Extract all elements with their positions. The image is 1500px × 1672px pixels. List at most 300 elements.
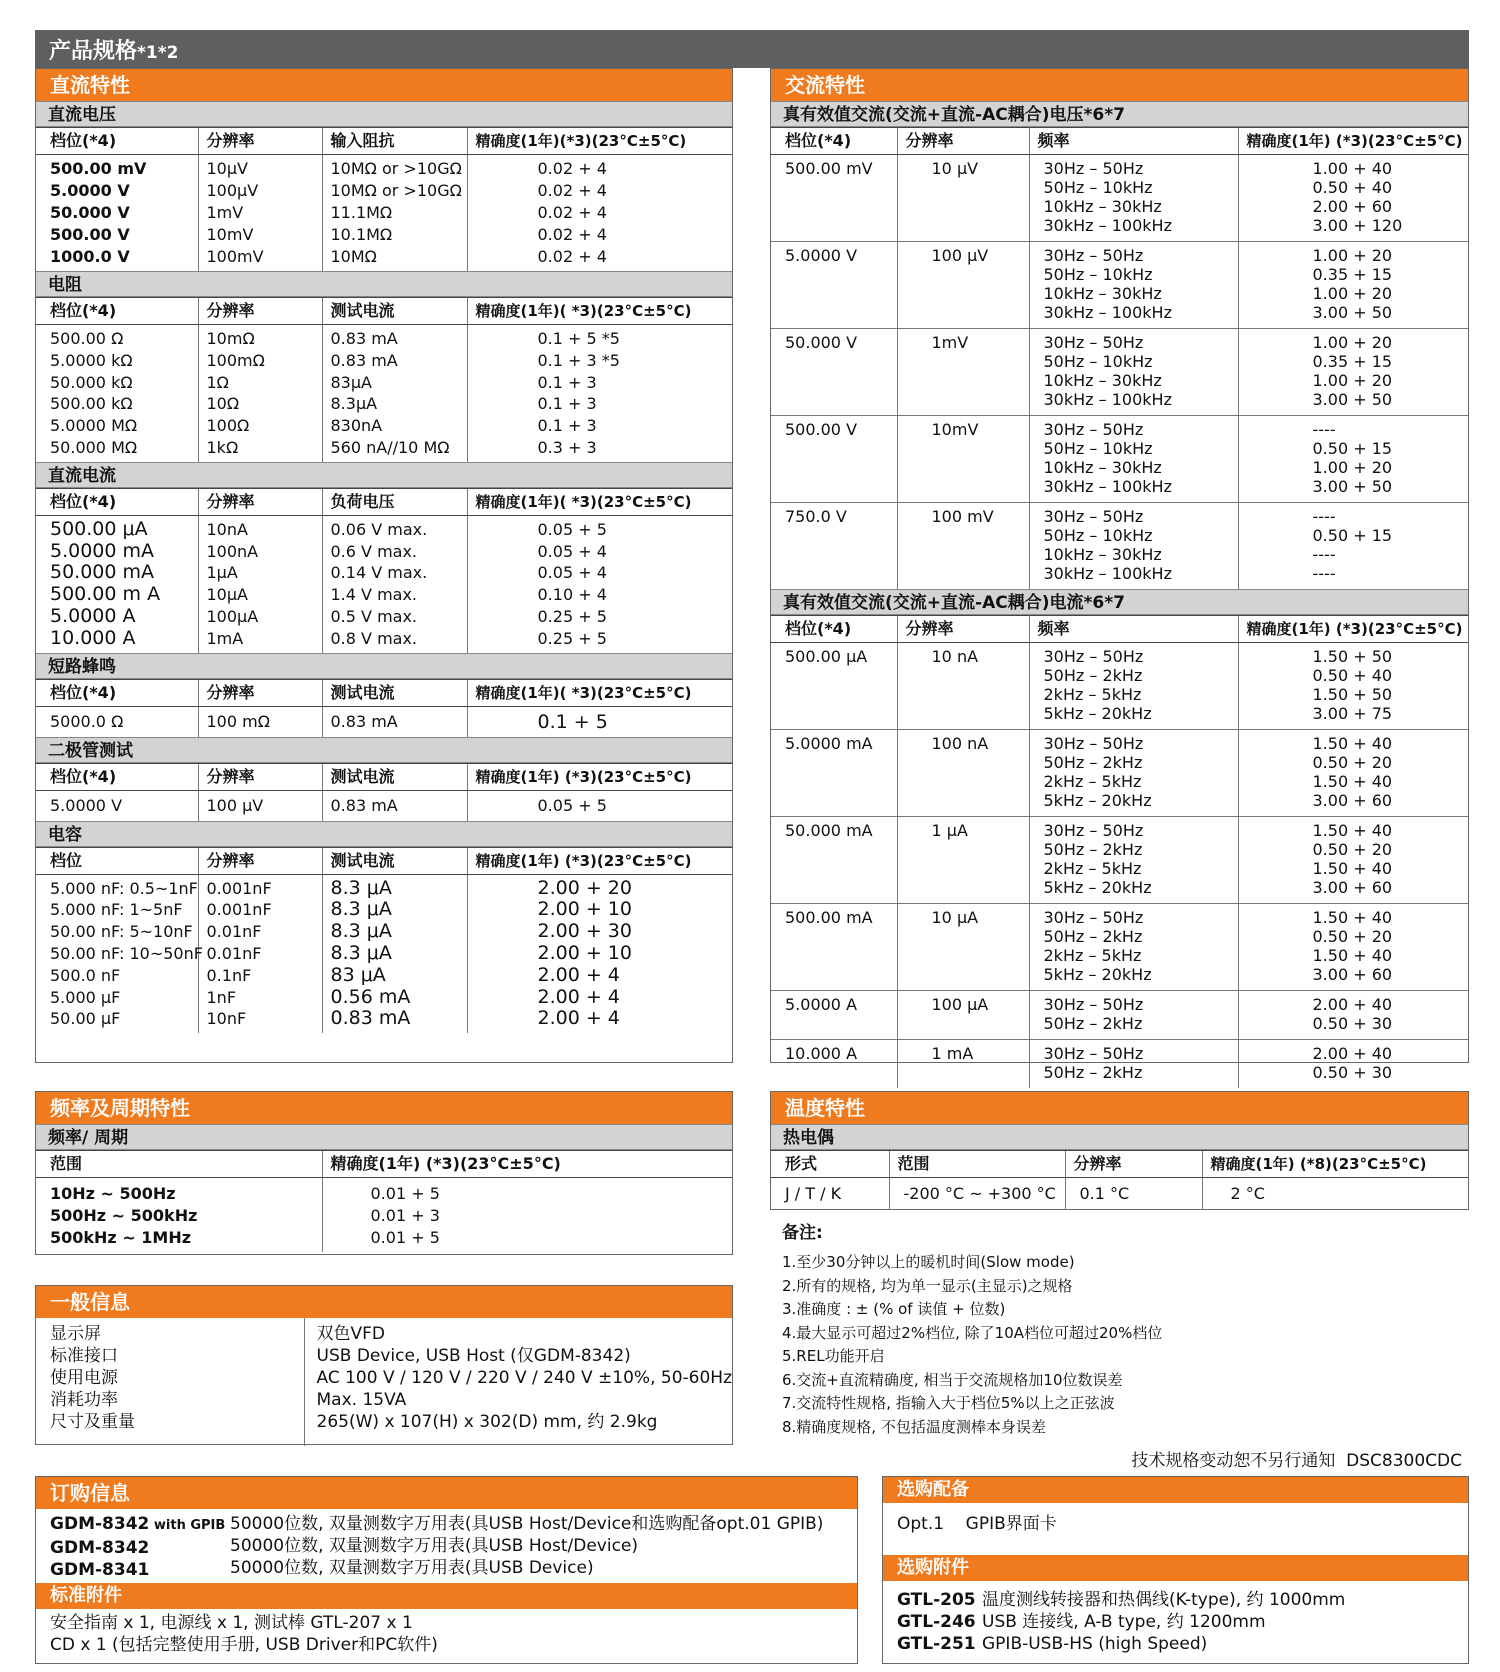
dc-cont-cell: 0.1 + 5 [537, 710, 608, 733]
ac-aci-acc: 0.50 + 30 [1312, 1063, 1393, 1082]
temp-header: 形式 [771, 1151, 889, 1178]
ac-aci-header: 频率 [1029, 616, 1238, 643]
std-acc-heading: 标准附件 [36, 1583, 857, 1609]
general-value: AC 100 V / 120 V / 220 V / 240 V ±10%, 50-60Hz [316, 1368, 732, 1388]
ac-aci-freq: 30Hz – 50Hz [1043, 908, 1144, 927]
temp-header: 精确度(1年) (*8)(23°C±5°C) [1202, 1151, 1468, 1178]
ac-aci-freq: 50Hz – 2kHz [1043, 666, 1143, 685]
opt-acc-code: GTL-205 [897, 1590, 976, 1610]
general-labels [36, 1318, 305, 1446]
page-title-bar [35, 30, 1469, 68]
ac-aci-freq: 2kHz – 5kHz [1043, 772, 1142, 791]
ac-acv-freqs [1029, 416, 1238, 503]
ac-acv-header: 精确度(1年) (*3)(23°C±5°C) [1238, 128, 1468, 155]
dc-dci-header: 负荷电压 [322, 488, 467, 515]
ac-acv-acc: 0.50 + 40 [1312, 178, 1393, 197]
dc-dcv-cell: 1mV [206, 203, 244, 222]
dc-dcv-cell: 0.02 + 4 [537, 159, 607, 178]
dc-cap-cell: 10nF [206, 1009, 247, 1029]
dc-res-cell: 10Ω [206, 394, 240, 414]
dc-diode-header: 档位(*4) [36, 763, 198, 790]
general-panel [35, 1285, 733, 1445]
dc-dcv-header: 分辨率 [198, 128, 322, 155]
dc-dci-cell: 0.06 V max. [330, 519, 428, 539]
dc-dci-cell: 5.0000 A [50, 604, 136, 627]
opt-acc-descs [982, 1589, 1468, 1655]
ac-aci-acc: 1.50 + 40 [1312, 734, 1393, 753]
ac-acv-res [897, 503, 1029, 590]
ac-panel [770, 68, 1469, 1082]
dc-res-cell: 83μA [330, 372, 372, 392]
ac-aci-title: 真有效值交流(交流+直流-AC耦合)电流*6*7 [771, 589, 1468, 615]
dc-dci-cell: 0.6 V max. [330, 541, 418, 561]
freq-panel [35, 1091, 733, 1255]
note-item: 7.交流特性规格, 指输入大于档位5%以上之正弦波 [782, 1394, 1115, 1412]
ac-acv-freq: 30kHz – 100kHz [1043, 390, 1172, 409]
dc-dcv-cell: 500.00 V [50, 225, 130, 244]
ac-acv-freq: 50Hz – 10kHz [1043, 178, 1153, 197]
dc-dcv-cell: 1000.0 V [50, 247, 130, 266]
ac-acv-res [897, 329, 1029, 416]
freq-acc: 0.01 + 3 [370, 1206, 440, 1225]
ac-aci-acc: 0.50 + 20 [1312, 753, 1393, 772]
ac-acv-freq: 30Hz – 50Hz [1043, 333, 1144, 352]
dc-dci-cell: 100nA [206, 541, 259, 561]
dc-cap-cell: 2.00 + 10 [537, 941, 632, 964]
ac-acv-res-value: 100 mV [931, 507, 994, 526]
dc-diode-table [36, 763, 732, 821]
ac-aci-freq: 30Hz – 50Hz [1043, 1044, 1144, 1063]
dc-dcv-col [322, 155, 467, 272]
ac-acv-res-value: 10 μV [931, 159, 979, 178]
ac-aci-acc: 0.50 + 20 [1312, 840, 1393, 859]
general-value: 双色VFD [316, 1324, 386, 1344]
ac-aci-accs [1238, 643, 1468, 730]
dc-res-cell: 8.3μA [330, 394, 378, 414]
order-desc: 50000位数, 双量测数字万用表(具USB Device) [230, 1558, 594, 1578]
ac-acv-row [771, 242, 1468, 329]
dc-dci-cell: 10nA [206, 519, 248, 539]
dc-dcv-header: 输入阻抗 [322, 128, 467, 155]
std-acc-line: CD x 1 (包括完整使用手册, USB Driver和PC软件) [50, 1635, 438, 1655]
dc-res-cell: 1kΩ [206, 437, 239, 457]
dc-dci-cell: 1mA [206, 628, 244, 648]
ac-acv-range-value: 500.00 V [785, 420, 858, 439]
ac-acv-acc: 1.00 + 20 [1312, 284, 1393, 303]
dc-dci-cell: 1.4 V max. [330, 585, 418, 605]
ac-aci-acc: 2.00 + 40 [1312, 1044, 1393, 1063]
dc-dcv-cell: 100μV [206, 181, 259, 200]
ac-acv-range [771, 416, 897, 503]
dc-res-header: 测试电流 [322, 298, 467, 325]
ac-acv-acc: 1.00 + 40 [1312, 159, 1393, 178]
dc-dcv-col [467, 155, 732, 272]
dc-dcv-cell: 10MΩ or >10GΩ [330, 159, 462, 178]
ac-acv-accs [1238, 242, 1468, 329]
dc-dci-cell: 0.05 + 5 [537, 519, 607, 539]
ac-acv-row [771, 155, 1468, 242]
dc-heading: 直流特性 [36, 69, 732, 101]
dc-res-header: 精确度(1年)( *3)(23°C±5°C) [467, 298, 732, 325]
ac-aci-acc: 0.50 + 20 [1312, 927, 1393, 946]
ac-aci-freqs [1029, 730, 1238, 817]
dc-body [36, 101, 732, 1033]
general-body [36, 1318, 732, 1446]
dc-dcv-cell: 500.00 mV [50, 159, 147, 178]
ac-acv-range [771, 242, 897, 329]
notes [782, 1222, 1462, 1439]
ac-aci-freq: 30Hz – 50Hz [1043, 647, 1144, 666]
dc-diode-cell: 0.05 + 5 [537, 795, 607, 815]
dc-dci-cell: 500.00 m A [50, 583, 161, 606]
dc-dci-cell: 10μA [206, 585, 248, 605]
dc-cap-cell: 50.00 nF: 5~10nF [50, 922, 193, 942]
dc-cap-cell: 8.3 μA [330, 920, 392, 943]
ac-acv-acc: 0.35 + 15 [1312, 265, 1393, 284]
ac-acv-freq: 10kHz – 30kHz [1043, 197, 1162, 216]
dc-dcv-cell: 0.02 + 4 [537, 247, 607, 266]
general-value: USB Device, USB Host (仅GDM-8342) [316, 1346, 631, 1366]
freq-table [36, 1150, 732, 1252]
dc-dci-title: 直流电流 [36, 462, 732, 488]
general-label: 标准接口 [50, 1346, 118, 1366]
ac-acv-accs [1238, 155, 1468, 242]
dc-res-cell: 5.0000 kΩ [50, 350, 133, 370]
dc-res-cell: 0.1 + 3 [537, 372, 597, 392]
note-item: 3.准确度 : ± (% of 读值 + 位数) [782, 1300, 1006, 1318]
dc-dci-col [198, 515, 322, 652]
dc-dci-cell: 0.14 V max. [330, 563, 428, 583]
ac-aci-range [771, 1040, 897, 1089]
dc-res-cell: 0.1 + 5 *5 [537, 329, 620, 348]
dc-dci-cell: 50.000 mA [50, 561, 155, 584]
ac-aci-acc: 0.50 + 40 [1312, 666, 1393, 685]
dc-dcv-cell: 0.02 + 4 [537, 181, 607, 200]
dc-res-cell: 500.00 Ω [50, 329, 124, 348]
ac-aci-acc: 3.00 + 60 [1312, 965, 1393, 984]
ac-acv-res-value: 100 μV [931, 246, 989, 265]
dc-dci-cell: 10.000 A [50, 626, 136, 649]
ac-aci-res-value: 10 nA [931, 647, 979, 666]
dc-cap-cell: 0.01nF [206, 943, 262, 963]
ac-acv-acc: 1.00 + 20 [1312, 458, 1393, 477]
freq-subheading: 频率/ 周期 [36, 1124, 732, 1150]
dc-dcv-cell: 11.1MΩ [330, 203, 393, 222]
dc-dci-header: 档位(*4) [36, 488, 198, 515]
dc-diode-header: 精确度(1年) (*3)(23°C±5°C) [467, 763, 732, 790]
general-label: 尺寸及重量 [50, 1412, 135, 1432]
ac-acv-freq: 10kHz – 30kHz [1043, 284, 1162, 303]
dc-cap-cell: 2.00 + 4 [537, 1007, 620, 1030]
ac-acv-acc: 1.00 + 20 [1312, 371, 1393, 390]
ac-acv-acc: ---- [1312, 420, 1336, 439]
dc-res-cell: 0.83 mA [330, 329, 398, 348]
ac-aci-acc: 0.50 + 30 [1312, 1014, 1393, 1033]
ac-acv-res-value: 10mV [931, 420, 979, 439]
dc-diode-header: 分辨率 [198, 763, 322, 790]
dc-res-cell: 50.000 MΩ [50, 437, 138, 457]
ac-acv-res [897, 416, 1029, 503]
ac-aci-row [771, 730, 1468, 817]
ac-body [771, 101, 1468, 1088]
dc-dcv-header: 精确度(1年)(*3)(23°C±5°C) [467, 128, 732, 155]
page-title-note: *1*2 [137, 43, 179, 63]
ac-acv-accs [1238, 416, 1468, 503]
ac-acv-range-value: 5.0000 V [785, 246, 858, 265]
dc-res-cell: 0.3 + 3 [537, 437, 597, 457]
ac-acv-res [897, 242, 1029, 329]
ac-acv-freq: 50Hz – 10kHz [1043, 265, 1153, 284]
dc-diode-cell: 5.0000 V [50, 795, 123, 815]
ac-acv-acc: 0.50 + 15 [1312, 526, 1393, 545]
ac-aci-acc: 1.50 + 40 [1312, 908, 1393, 927]
ac-acv-row [771, 329, 1468, 416]
dc-diode-col [467, 790, 732, 821]
dc-cont-cell: 0.83 mA [330, 711, 398, 731]
dc-cap-col [322, 874, 467, 1033]
dc-dci-col [467, 515, 732, 652]
ac-acv-freq: 30Hz – 50Hz [1043, 246, 1144, 265]
dc-res-header: 分辨率 [198, 298, 322, 325]
dc-cap-cell: 1nF [206, 987, 237, 1007]
ac-aci-freq: 2kHz – 5kHz [1043, 859, 1142, 878]
dc-dcv-cell: 0.02 + 4 [537, 225, 607, 244]
dc-dcv-cell: 50.000 V [50, 203, 130, 222]
dc-dci-header: 精确度(1年)( *3)(23°C±5°C) [467, 488, 732, 515]
temp-cell: 2 °C [1202, 1178, 1468, 1211]
ac-aci-header: 档位(*4) [771, 616, 897, 643]
dc-dcv-header: 档位(*4) [36, 128, 198, 155]
ac-aci-table [771, 615, 1468, 1088]
ac-aci-res [897, 904, 1029, 991]
dc-cap-cell: 0.001nF [206, 878, 272, 898]
freq-acc: 0.01 + 5 [370, 1184, 440, 1203]
dc-cont-header: 精确度(1年)( *3)(23°C±5°C) [467, 679, 732, 706]
ac-aci-accs [1238, 991, 1468, 1040]
dc-dci-cell: 100μA [206, 606, 259, 626]
dc-res-cell: 10mΩ [206, 329, 255, 348]
ac-acv-header: 档位(*4) [771, 128, 897, 155]
note-item: 2.所有的规格, 均为单一显示(主显示)之规格 [782, 1276, 1073, 1295]
general-label: 显示屏 [50, 1324, 101, 1344]
ac-acv-freq: 10kHz – 30kHz [1043, 458, 1162, 477]
ac-aci-res-value: 100 μA [931, 995, 989, 1014]
ac-aci-acc: 2.00 + 40 [1312, 995, 1393, 1014]
dc-cont-table [36, 679, 732, 737]
dc-dci-header: 分辨率 [198, 488, 322, 515]
ac-aci-freqs [1029, 1040, 1238, 1089]
order-desc: 50000位数, 双量测数字万用表(具USB Host/Device和选购配备opt.01 GPIB) [230, 1514, 824, 1534]
dc-dcv-cell: 10mV [206, 225, 254, 244]
dc-dcv-cell: 100mV [206, 247, 264, 266]
dc-dcv-cell: 10μV [206, 159, 248, 178]
freq-heading: 频率及周期特性 [36, 1092, 732, 1124]
ac-aci-row [771, 991, 1468, 1040]
dc-res-cell: 500.00 kΩ [50, 394, 133, 414]
dc-res-cell: 1Ω [206, 372, 229, 392]
ac-aci-res [897, 730, 1029, 817]
ac-aci-freq: 50Hz – 2kHz [1043, 753, 1143, 772]
ac-acv-acc: 1.00 + 20 [1312, 333, 1393, 352]
general-values [305, 1318, 732, 1446]
dc-cap-cell: 8.3 μA [330, 941, 392, 964]
dc-cap-cell: 2.00 + 20 [537, 876, 632, 899]
dc-res-cell: 100mΩ [206, 350, 265, 370]
temp-cell: 0.1 °C [1065, 1178, 1202, 1211]
freq-range: 10Hz ~ 500Hz [50, 1184, 176, 1203]
temp-panel [770, 1091, 1469, 1210]
dc-cap-header: 档位 [36, 847, 198, 874]
dc-dcv-col [198, 155, 322, 272]
dc-dcv-cell: 0.02 + 4 [537, 203, 607, 222]
dc-cap-cell: 83 μA [330, 963, 386, 986]
opt-acc-desc: 温度测线转接器和热偶线(K-type), 约 1000mm [982, 1590, 1346, 1610]
ac-acv-freq: 30kHz – 100kHz [1043, 303, 1172, 322]
opt-acc-desc: GPIB-USB-HS (high Speed) [982, 1634, 1208, 1654]
dc-cap-title: 电容 [36, 821, 732, 847]
dc-res-col [322, 325, 467, 462]
ac-aci-accs [1238, 730, 1468, 817]
ac-acv-acc: 1.00 + 20 [1312, 246, 1393, 265]
dc-cap-header: 精确度(1年) (*3)(23°C±5°C) [467, 847, 732, 874]
ac-acv-header: 频率 [1029, 128, 1238, 155]
dc-cont-col [36, 706, 198, 737]
ac-acv-res-value: 1mV [931, 333, 969, 352]
options-panel [882, 1476, 1469, 1664]
dc-diode-col [36, 790, 198, 821]
opt-acc-code: GTL-246 [897, 1612, 976, 1632]
temp-cell: -200 °C ~ +300 °C [889, 1178, 1065, 1211]
ac-aci-acc: 1.50 + 40 [1312, 859, 1393, 878]
ac-acv-freq: 30Hz – 50Hz [1043, 420, 1144, 439]
dc-cont-col [467, 706, 732, 737]
dc-diode-cell: 0.83 mA [330, 795, 398, 815]
ac-acv-acc: 3.00 + 50 [1312, 477, 1393, 496]
dc-cap-header: 分辨率 [198, 847, 322, 874]
dc-dcv-title: 直流电压 [36, 101, 732, 127]
notes-heading: 备注: [782, 1223, 823, 1243]
dc-dci-cell: 0.05 + 4 [537, 541, 607, 561]
freq-accs [322, 1178, 732, 1253]
dc-dcv-cell: 5.0000 V [50, 181, 130, 200]
ac-acv-freq: 50Hz – 10kHz [1043, 439, 1153, 458]
ac-acv-freqs [1029, 155, 1238, 242]
general-value: 265(W) x 107(H) x 302(D) mm, 约 2.9kg [316, 1412, 658, 1432]
dc-res-cell: 560 nA//10 MΩ [330, 437, 450, 457]
ac-aci-accs [1238, 1040, 1468, 1089]
ac-acv-freq: 50Hz – 10kHz [1043, 526, 1153, 545]
order-body [36, 1509, 857, 1583]
ac-acv-acc: 0.35 + 15 [1312, 352, 1393, 371]
ac-acv-freq: 30Hz – 50Hz [1043, 159, 1144, 178]
dc-cap-cell: 2.00 + 4 [537, 985, 620, 1008]
ac-aci-res-value: 1 mA [931, 1044, 974, 1063]
ac-acv-title: 真有效值交流(交流+直流-AC耦合)电压*6*7 [771, 101, 1468, 127]
ac-acv-acc: ---- [1312, 507, 1336, 526]
order-model [50, 1513, 230, 1537]
ac-aci-range [771, 817, 897, 904]
ac-acv-range [771, 155, 897, 242]
ac-aci-range-value: 10.000 A [785, 1044, 858, 1063]
dc-cap-cell: 2.00 + 30 [537, 920, 632, 943]
dc-dci-cell: 1μA [206, 563, 238, 583]
dc-cont-col [322, 706, 467, 737]
ac-aci-acc: 3.00 + 60 [1312, 878, 1393, 897]
dc-cont-cell: 5000.0 Ω [50, 711, 124, 731]
dc-dcv-cell: 10.1MΩ [330, 225, 393, 244]
ac-aci-res [897, 643, 1029, 730]
general-heading: 一般信息 [36, 1286, 732, 1318]
ac-aci-freq: 2kHz – 5kHz [1043, 685, 1142, 704]
temp-heading: 温度特性 [771, 1092, 1468, 1124]
dc-cont-header: 测试电流 [322, 679, 467, 706]
ac-acv-range-value: 500.00 mV [785, 159, 873, 178]
opt-line: Opt.1 GPIB界面卡 [897, 1514, 1057, 1534]
dc-res-cell: 0.1 + 3 [537, 416, 597, 436]
dc-cap-cell: 2.00 + 10 [537, 898, 632, 921]
ac-acv-acc: ---- [1312, 545, 1336, 564]
dc-res-cell: 0.1 + 3 [537, 394, 597, 414]
dc-cap-cell: 0.001nF [206, 900, 272, 920]
dc-res-cell: 0.1 + 3 *5 [537, 350, 620, 370]
ac-aci-range [771, 730, 897, 817]
dc-diode-cell: 100 μV [206, 795, 264, 815]
dc-dci-cell: 0.25 + 5 [537, 628, 607, 648]
ac-acv-freq: 10kHz – 30kHz [1043, 371, 1162, 390]
ac-acv-acc: 2.00 + 60 [1312, 197, 1393, 216]
dc-cap-col [198, 874, 322, 1033]
ac-aci-acc: 1.50 + 40 [1312, 946, 1393, 965]
order-model-suffix: with GPIB [149, 1518, 226, 1533]
order-heading: 订购信息 [36, 1477, 857, 1509]
ac-aci-freq: 50Hz – 2kHz [1043, 1014, 1143, 1033]
ac-acv-range-value: 750.0 V [785, 507, 847, 526]
note-item: 5.REL功能开启 [782, 1347, 885, 1365]
freq-range: 500Hz ~ 500kHz [50, 1206, 198, 1225]
ac-heading: 交流特性 [771, 69, 1468, 101]
ac-acv-acc: 0.50 + 15 [1312, 439, 1393, 458]
ac-aci-acc: 1.50 + 40 [1312, 821, 1393, 840]
ac-aci-acc: 3.00 + 75 [1312, 704, 1393, 723]
ac-aci-range-value: 500.00 mA [785, 908, 873, 927]
dc-res-col [198, 325, 322, 462]
dc-cont-col [198, 706, 322, 737]
ac-aci-row [771, 904, 1468, 991]
ac-aci-freq: 30Hz – 50Hz [1043, 995, 1144, 1014]
dc-panel [35, 68, 733, 1063]
dc-cap-cell: 5.000 nF: 0.5~1nF [50, 878, 198, 898]
dc-cap-cell: 50.00 μF [50, 1009, 121, 1029]
dc-dci-col [36, 515, 198, 652]
ac-aci-freq: 5kHz – 20kHz [1043, 791, 1152, 810]
ac-aci-freqs [1029, 904, 1238, 991]
ac-aci-freq: 5kHz – 20kHz [1043, 704, 1152, 723]
dc-cap-table [36, 847, 732, 1034]
dc-dcv-cell: 10MΩ [330, 247, 377, 266]
opt-acc-heading: 选购附件 [883, 1555, 1468, 1581]
dc-dci-cell: 0.8 V max. [330, 628, 418, 648]
dc-diode-header: 测试电流 [322, 763, 467, 790]
dc-dci-cell: 0.10 + 4 [537, 585, 607, 605]
dc-cap-cell: 5.000 μF [50, 987, 121, 1007]
dc-res-col [36, 325, 198, 462]
note-item: 4.最大显示可超过2%档位, 除了10A档位可超过20%档位 [782, 1323, 1163, 1342]
dc-cap-cell: 0.01nF [206, 922, 262, 942]
freq-header-range: 范围 [36, 1151, 322, 1178]
dc-cap-cell: 50.00 nF: 10~50nF [50, 943, 203, 963]
dc-cap-cell: 0.83 mA [330, 1007, 411, 1030]
ac-aci-acc: 3.00 + 60 [1312, 791, 1393, 810]
